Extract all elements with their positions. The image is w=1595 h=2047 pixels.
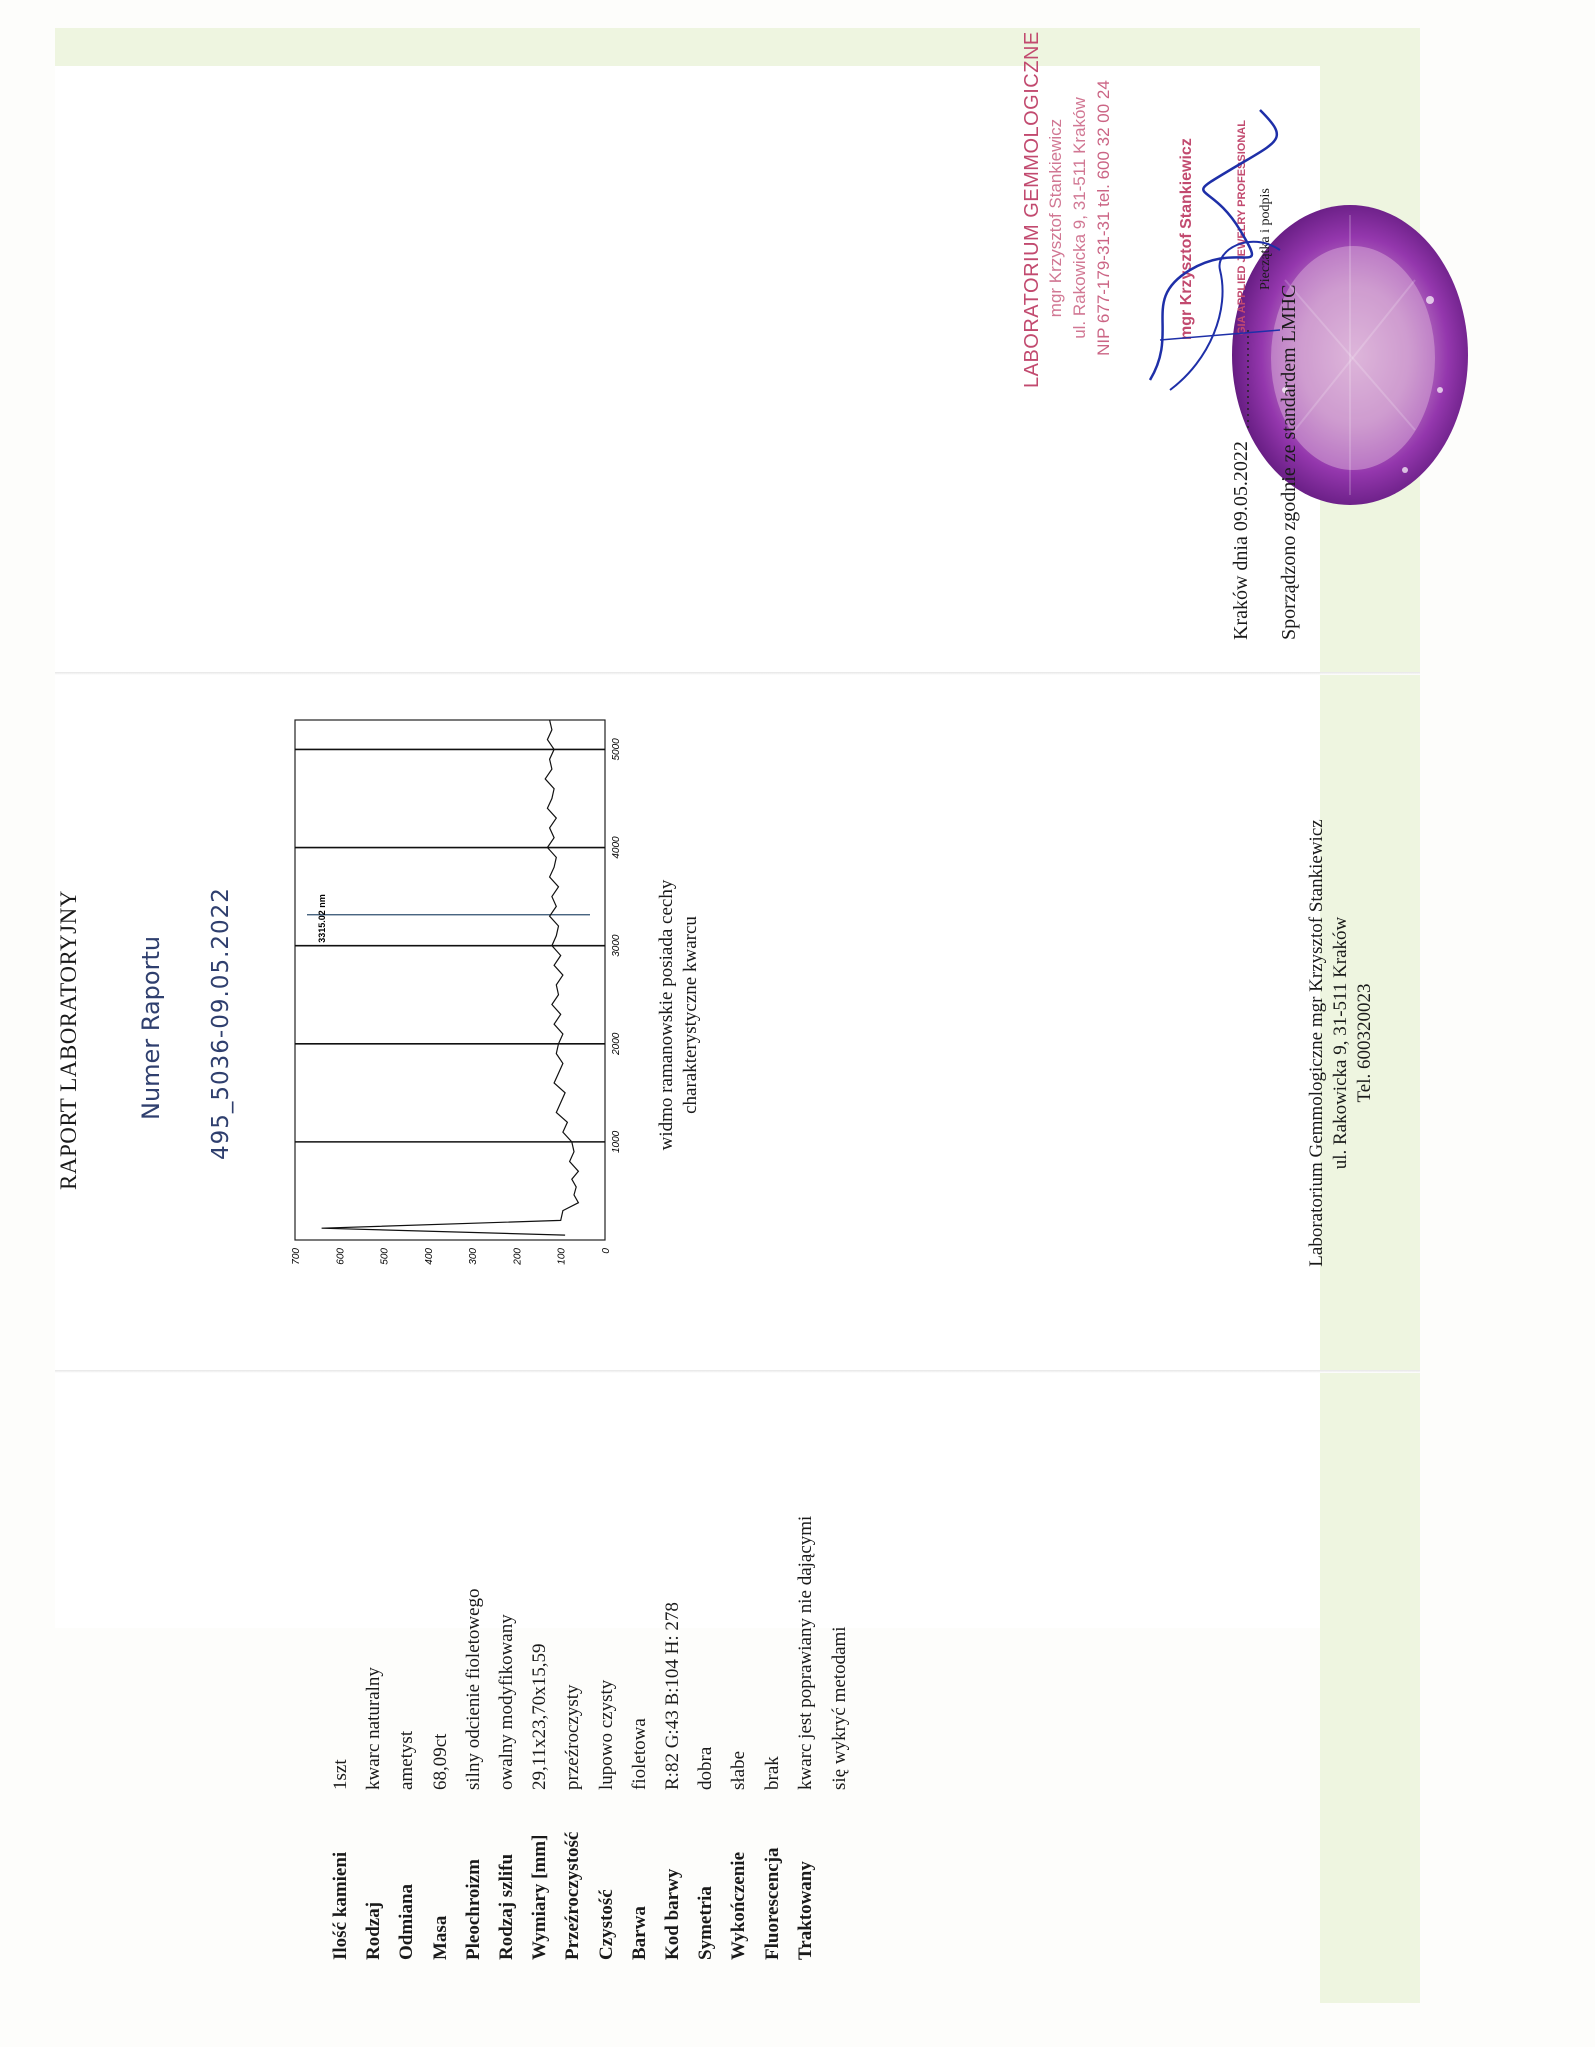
footer-line: Tel. 600320023 <box>1354 983 1375 1103</box>
property-label: Przeźroczystość <box>562 1831 584 1960</box>
top-margin-strip <box>55 28 1420 66</box>
x-tick-label: 2000 <box>611 1032 622 1055</box>
property-value: kwarc jest poprawiany nie dającymi <box>794 1515 816 1790</box>
chart-caption-line: widmo ramanowskie posiada cechy <box>656 879 677 1151</box>
laboratory-stamp <box>1020 31 1116 388</box>
x-tick-label: 5000 <box>611 738 622 761</box>
stamp-name: mgr Krzysztof Stankiewicz <box>1178 138 1195 340</box>
stamp-certification: GIA APPLIED JEWELRY PROFESSIONAL <box>1236 120 1248 335</box>
property-value: R:82 G:43 B:104 H: 278 <box>662 1602 683 1790</box>
property-value: dobra <box>695 1746 717 1790</box>
property-label: Symetria <box>695 1886 717 1960</box>
property-label: Fluorescencja <box>761 1847 783 1960</box>
property-label: Rodzaj szlifu <box>496 1853 517 1960</box>
report-title: RAPORT LABORATORYJNY <box>56 890 81 1190</box>
stamp-line: LABORATORIUM GEMMOLOGICZNE <box>1021 31 1043 388</box>
chart-caption-line: charakterystyczne kwarcu <box>680 916 701 1114</box>
chart-caption <box>655 785 703 1245</box>
property-value: 29,11x23,70x15,59 <box>529 1643 551 1790</box>
property-value: kwarc naturalny <box>363 1667 385 1790</box>
footer-line: Laboratorium Gemmologiczne mgr Krzysztof Stankiewicz <box>1306 819 1327 1267</box>
y-tick-label: 100 <box>556 1248 568 1265</box>
stamp-line: NIP 677-179-31-31 tel. 600 32 00 24 <box>1094 80 1113 356</box>
property-label: Czystość <box>595 1889 617 1960</box>
property-value-continued: się wykryć metodami <box>828 1626 850 1790</box>
x-tick-label: 3000 <box>611 934 622 957</box>
y-tick-label: 400 <box>423 1248 435 1265</box>
stamp-line: mgr Krzysztof Stankiewicz <box>1046 118 1065 318</box>
x-tick-label: 1000 <box>611 1130 622 1154</box>
report-number-label: Numer Raportu <box>137 935 165 1120</box>
y-tick-label: 500 <box>379 1248 391 1265</box>
property-label: Traktowany <box>794 1861 816 1960</box>
property-value: silny odcienie fioletowego <box>462 1588 484 1790</box>
fold-line <box>55 1370 1420 1373</box>
report-number: 495_5036-09.05.2022 <box>208 887 234 1160</box>
property-value: ametyst <box>396 1730 418 1790</box>
footer-line: ul. Rakowicka 9, 31-511 Kraków <box>1330 916 1351 1170</box>
property-label: Barwa <box>628 1906 650 1960</box>
y-tick-label: 600 <box>335 1248 347 1265</box>
handwritten-signature <box>1120 80 1310 410</box>
property-value: lupowo czysty <box>595 1679 617 1790</box>
x-tick-label: 4000 <box>611 836 622 859</box>
property-label: Pleochroizm <box>462 1859 484 1960</box>
lab-footer <box>1305 808 1377 1278</box>
y-tick-label: 200 <box>512 1248 524 1265</box>
y-tick-label: 700 <box>291 1248 302 1265</box>
property-label: Rodzaj <box>363 1901 385 1960</box>
property-label: Wykończenie <box>728 1851 750 1960</box>
property-value: przeźroczysty <box>562 1684 584 1790</box>
property-value: fioletowa <box>628 1718 650 1790</box>
stamp-caption: Pieczątka i podpis <box>1258 188 1273 290</box>
property-label: Masa <box>429 1915 451 1960</box>
annotation-label: 3315.02 nm <box>317 894 327 943</box>
property-label: Kod barwy <box>662 1868 683 1960</box>
property-value: owalny modyfikowany <box>496 1614 517 1790</box>
property-value: brak <box>761 1756 783 1790</box>
property-value: 1szt <box>330 1759 351 1790</box>
chart-frame <box>295 720 605 1240</box>
property-value: słabe <box>728 1750 750 1790</box>
spectrum-line <box>322 720 579 1235</box>
place-date: Kraków dnia 09.05.2022 <box>1230 441 1252 640</box>
stamp-line: ul. Rakowicka 9, 31-511 Kraków <box>1070 97 1089 339</box>
y-tick-label: 0 <box>601 1248 612 1254</box>
y-tick-label: 300 <box>468 1248 480 1265</box>
property-label: Odmiana <box>396 1883 418 1960</box>
property-label: Ilość kamieni <box>330 1851 351 1960</box>
fold-line <box>55 672 1420 675</box>
property-value: 68,09ct <box>429 1733 451 1790</box>
standard-note: Sporządzono zgodnie ze standardem LMHC <box>1278 284 1300 640</box>
property-label: Wymiary [mm] <box>529 1834 551 1960</box>
raman-spectrum-chart <box>285 710 622 1270</box>
